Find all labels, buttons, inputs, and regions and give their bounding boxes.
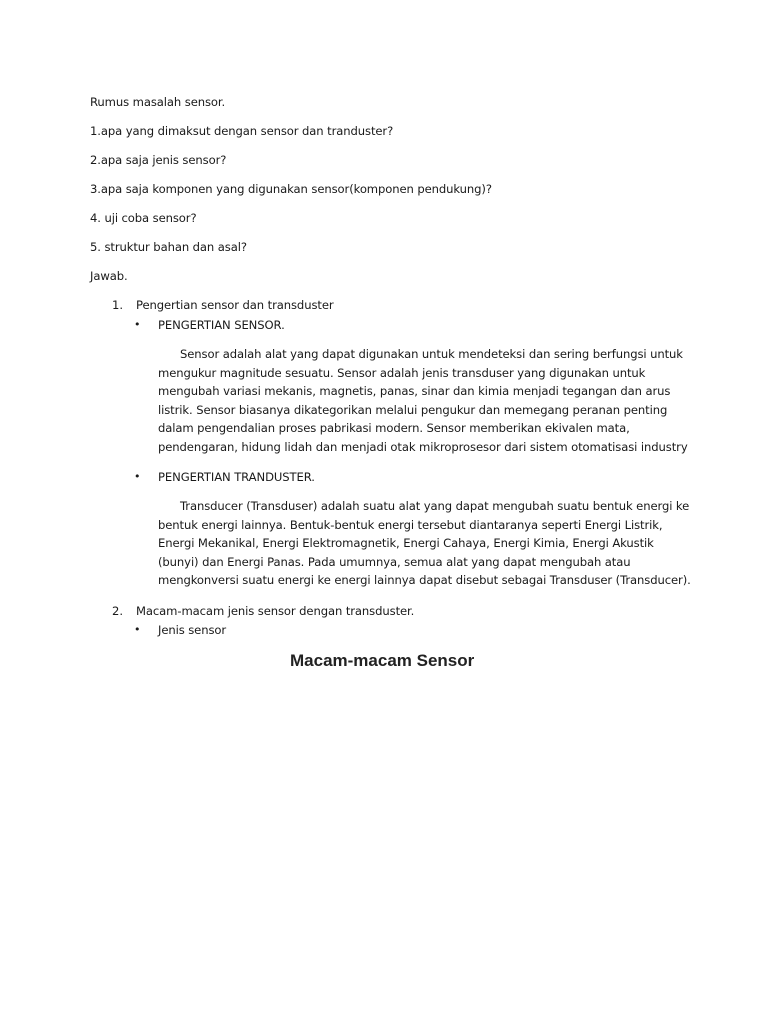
paragraph-line: dalam pengendalian proses pabrikasi modern. Sensor memberikan ekivalen mata,: [158, 421, 630, 436]
list-number-1: 1.: [112, 298, 124, 312]
question-4: 4. uji coba sensor?: [90, 211, 197, 225]
question-2: 2.apa saja jenis sensor?: [90, 153, 227, 167]
bullet-label-tranduster: PENGERTIAN TRANDUSTER.: [158, 470, 315, 484]
question-1: 1.apa yang dimaksut dengan sensor dan tranduster?: [90, 124, 394, 138]
paragraph-line: mengukur magnitude sesuatu. Sensor adalah jenis transduser yang digunakan untuk: [158, 365, 646, 380]
question-5: 5. struktur bahan dan asal?: [90, 240, 247, 254]
paragraph-line: (bunyi) dan Energi Panas. Pada umumnya, semua alat yang dapat mengubah atau: [158, 554, 631, 569]
paragraph-line: Transducer (Transduser) adalah suatu alat yang dapat mengubah suatu bentuk energi ke: [180, 499, 690, 513]
paragraph-line: bentuk energi lainnya. Bentuk-bentuk energi tersebut diantaranya seperti Energi Listrik,: [158, 517, 663, 532]
list-item-1-text: Pengertian sensor dan transduster: [136, 298, 334, 312]
question-3: 3.apa saja komponen yang digunakan sensor(komponen pendukung)?: [90, 182, 492, 196]
paragraph-line: Sensor adalah alat yang dapat digunakan untuk mendeteksi dan sering berfungsi untuk: [180, 347, 683, 361]
bullet-label-sensor: PENGERTIAN SENSOR.: [158, 318, 285, 332]
paragraph-sensor: [158, 345, 688, 457]
paragraph-line: mengkonversi suatu energi ke energi lainnya dapat disebut sebagai Transduser (Transducer).: [158, 573, 691, 588]
list-item-2-text: Macam-macam jenis sensor dengan transduster.: [136, 604, 415, 618]
list-number-2: 2.: [112, 604, 124, 618]
paragraph-line: Energi Mekanikal, Energi Elektromagnetik, Energi Cahaya, Energi Kimia, Energi Akustik: [158, 536, 654, 551]
paragraph-tranduster: [158, 497, 691, 590]
bullet-icon: •: [134, 318, 141, 331]
bullet-icon: •: [134, 623, 141, 636]
paragraph-line: listrik. Sensor biasanya dikategorikan melalui pengukur dan memegang peranan penting: [158, 402, 668, 417]
bullet-label-jenis-sensor: Jenis sensor: [158, 623, 227, 637]
answer-label: Jawab.: [90, 269, 128, 283]
section-heading: Macam-macam Sensor: [290, 651, 475, 670]
document-title: Rumus masalah sensor.: [90, 95, 226, 109]
paragraph-line: pendengaran, hidung lidah dan menjadi otak mikroprosesor dari sistem otomatisasi industry: [158, 439, 688, 454]
bullet-icon: •: [134, 470, 141, 483]
paragraph-line: mengubah variasi mekanis, magnetis, panas, sinar dan kimia menjadi tegangan dan arus: [158, 384, 671, 399]
